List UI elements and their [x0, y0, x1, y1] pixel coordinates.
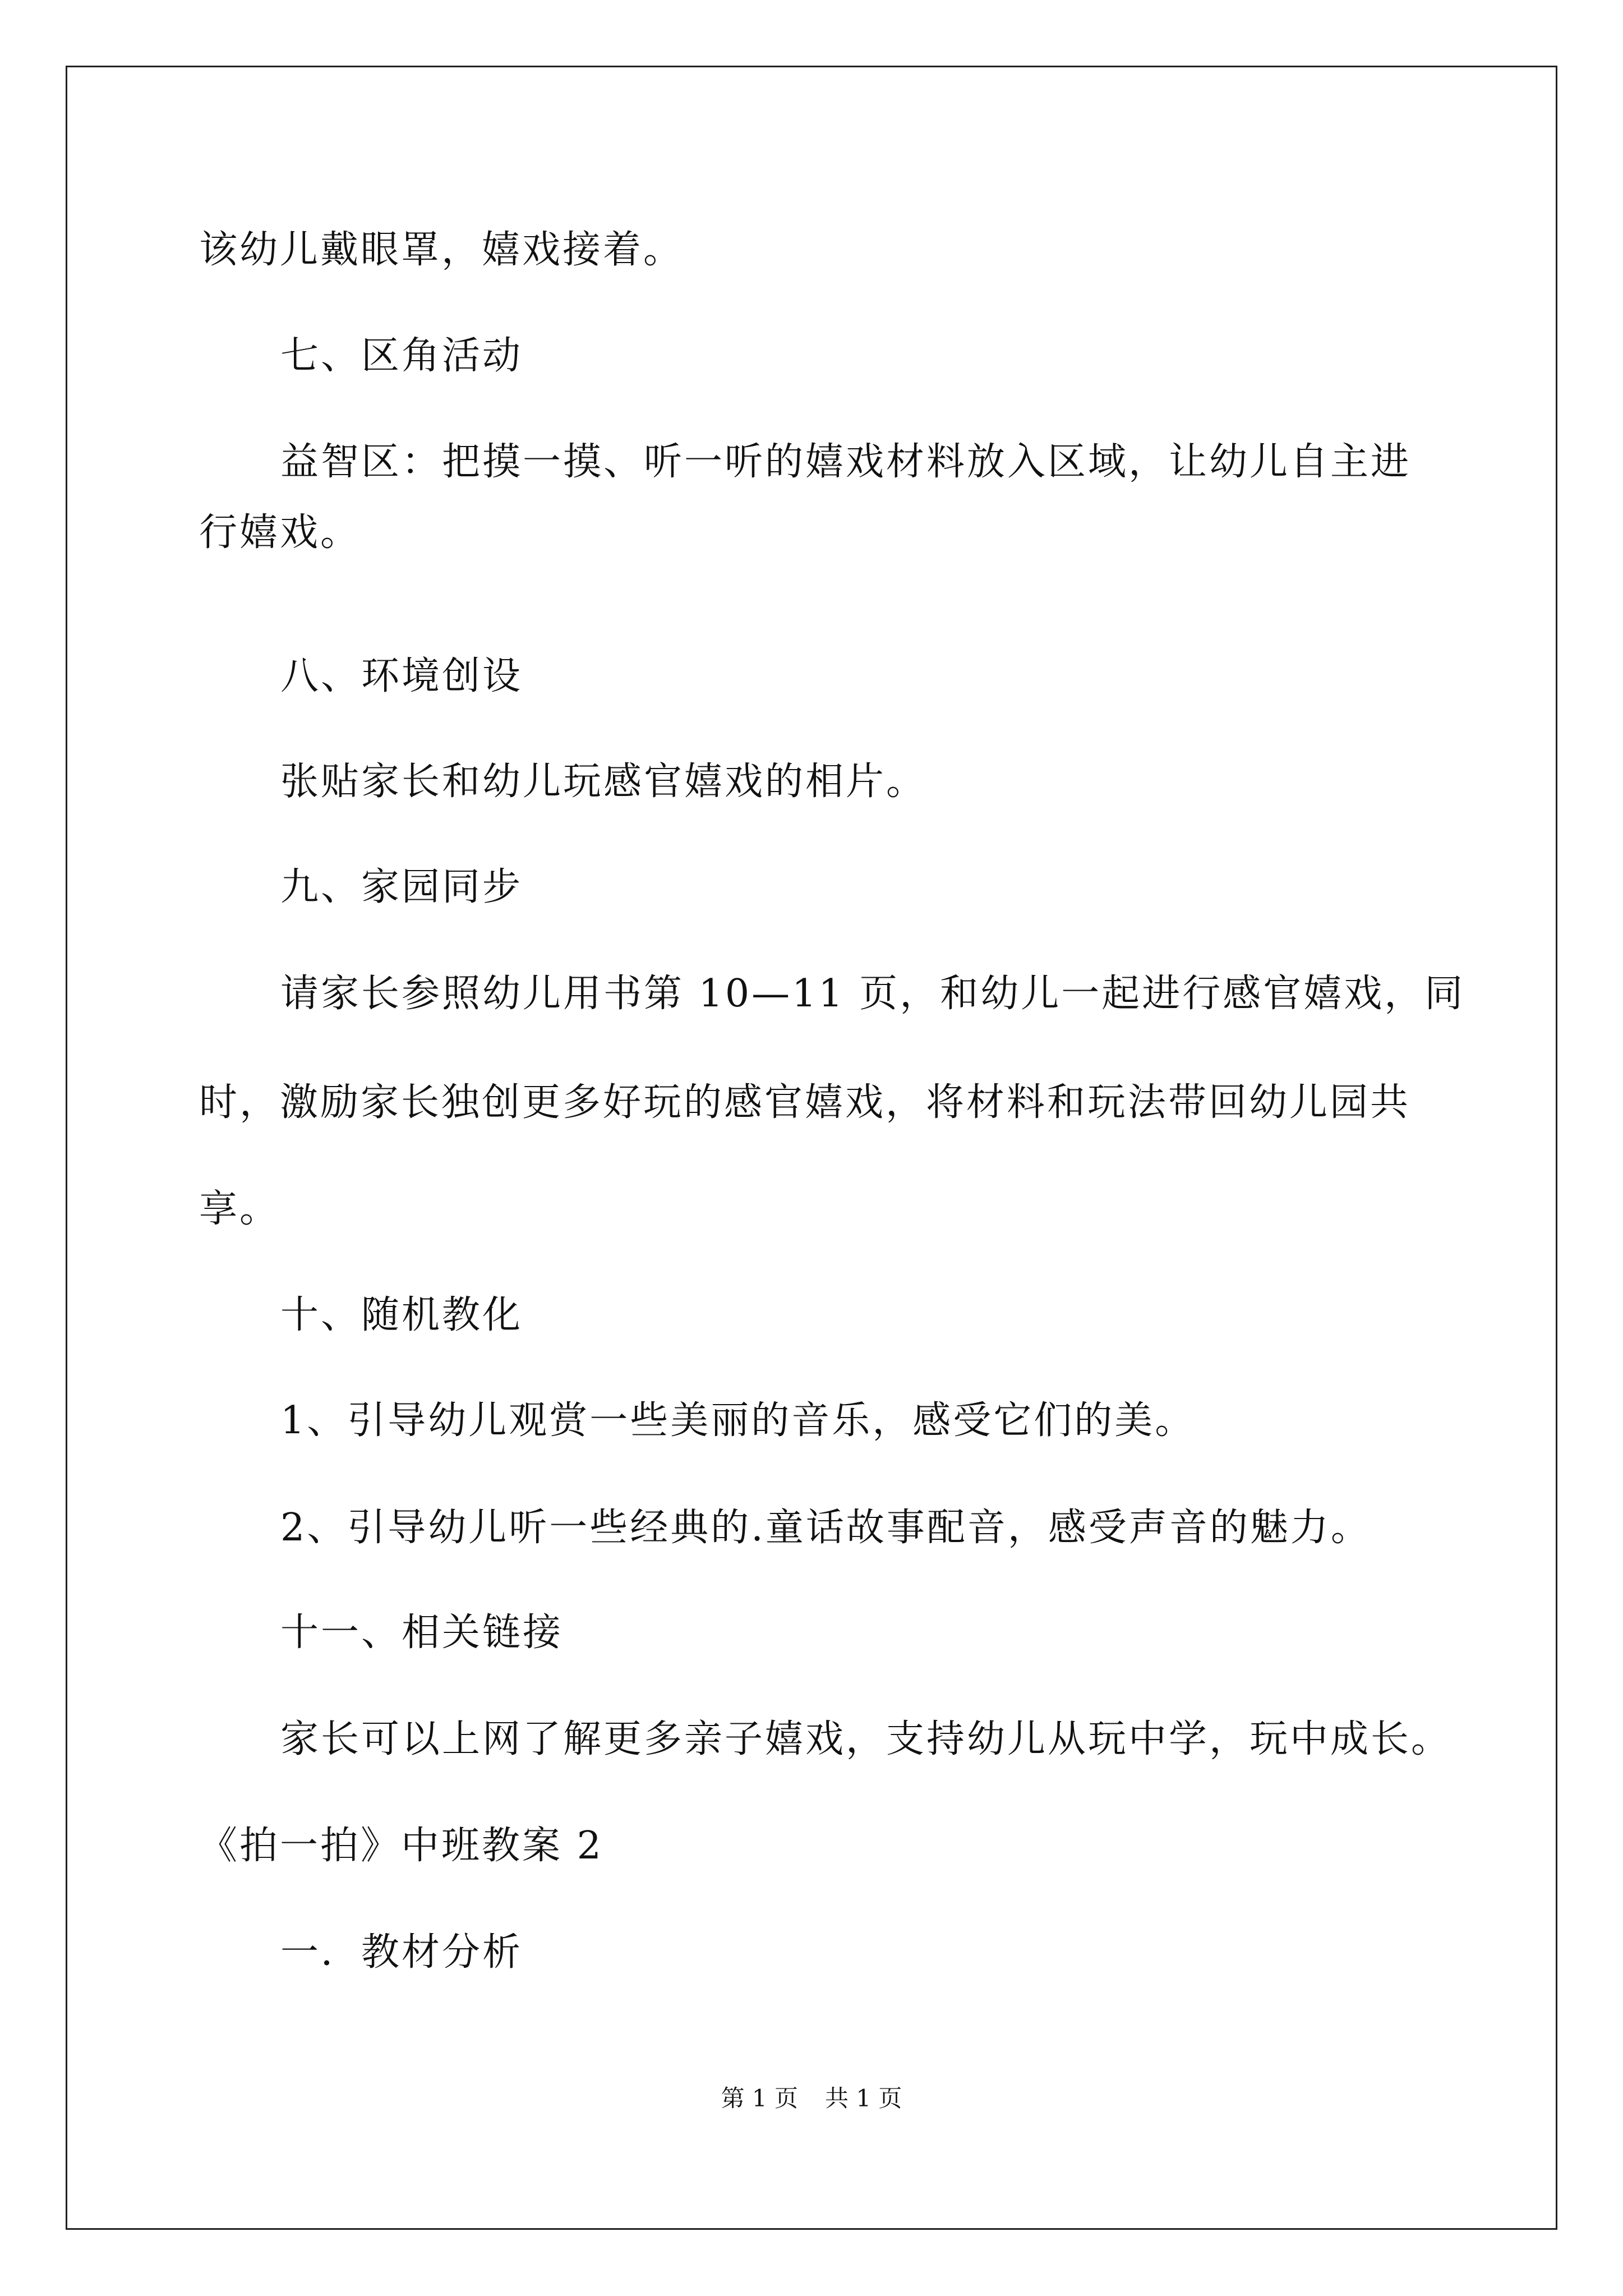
section-heading: 七、区角活动: [280, 334, 523, 378]
section-heading: 十一、相关链接: [280, 1611, 564, 1655]
section-heading: 八、环境创设: [280, 654, 523, 698]
document-title: 《拍一拍》中班教案 2: [199, 1824, 603, 1868]
page-number: 第 1 页: [721, 2085, 798, 2112]
page-border: [66, 66, 1557, 2230]
text-line: 请家长参照幼儿用书第 10—11 页，和幼儿一起进行感官嬉戏，同: [280, 972, 1465, 1016]
page-footer: [0, 2087, 1623, 2110]
text-line: 行嬉戏。: [199, 510, 361, 555]
text-line: 时，激励家长独创更多好玩的感官嬉戏，将材料和玩法带回幼儿园共: [199, 1080, 1411, 1125]
text-line: 益智区：把摸一摸、听一听的嬉戏材料放入区域，让幼儿自主进: [280, 440, 1412, 484]
text-line: 2、引导幼儿听一些经典的.童话故事配音，感受声音的魅力。: [280, 1506, 1371, 1550]
text-line: 享。: [199, 1187, 280, 1231]
section-heading: 九、家园同步: [280, 865, 523, 909]
section-heading: 十、随机教化: [280, 1293, 523, 1337]
text-line: 1、引导幼儿观赏一些美丽的音乐，感受它们的美。: [280, 1398, 1196, 1443]
section-heading: 一．教材分析: [280, 1930, 523, 1975]
text-line: 张贴家长和幼儿玩感官嬉戏的相片。: [280, 760, 927, 804]
text-line: 家长可以上网了解更多亲子嬉戏，支持幼儿从玩中学，玩中成长。: [280, 1717, 1452, 1761]
page-total: 共 1 页: [825, 2085, 902, 2112]
text-line: 该幼儿戴眼罩，嬉戏接着。: [199, 228, 684, 272]
